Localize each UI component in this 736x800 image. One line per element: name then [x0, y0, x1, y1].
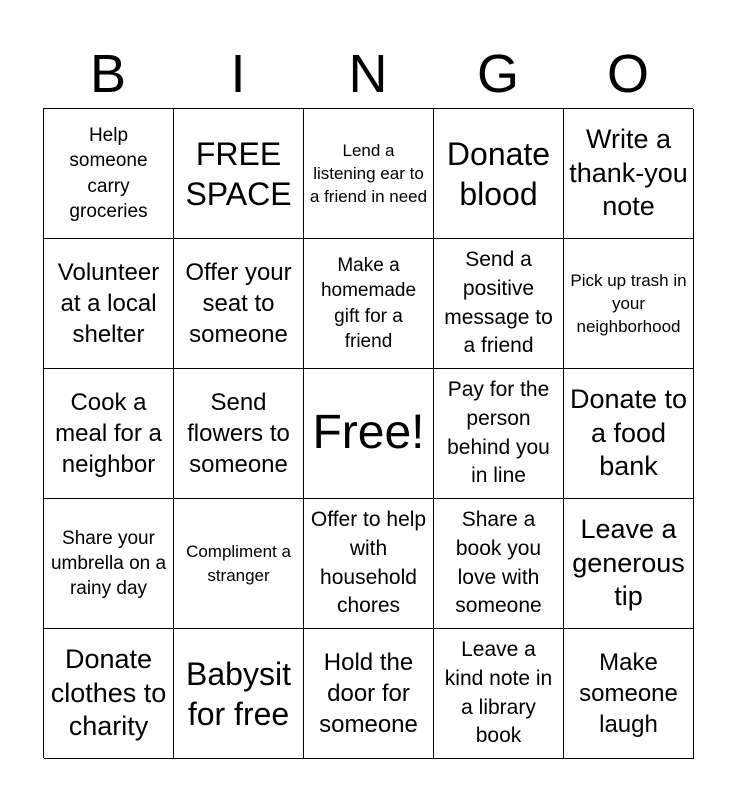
- cell-text: Leave a generous tip: [572, 513, 685, 612]
- bingo-cell[interactable]: [44, 369, 174, 499]
- bingo-cell[interactable]: [434, 239, 564, 369]
- bingo-cell[interactable]: [304, 109, 434, 239]
- bingo-cell[interactable]: [174, 499, 304, 629]
- bingo-cell[interactable]: [304, 239, 434, 369]
- cell-text: Share a book you love with someone: [455, 507, 542, 618]
- bingo-cell[interactable]: [434, 499, 564, 629]
- cell-text: Pick up trash in your neighborhood: [570, 270, 687, 337]
- header-letter-g: G: [476, 44, 519, 104]
- cell-text: Cook a meal for a neighbor: [55, 388, 162, 479]
- cell-text: Write a thank-you note: [569, 123, 688, 222]
- cell-text: Free!: [312, 406, 425, 460]
- cell-text: Donate to a food bank: [569, 383, 688, 482]
- bingo-cell[interactable]: [174, 369, 304, 499]
- header-letter-i: I: [230, 44, 246, 104]
- bingo-cell[interactable]: [44, 239, 174, 369]
- bingo-cell[interactable]: [44, 109, 174, 239]
- bingo-cell[interactable]: [434, 629, 564, 759]
- header-letter-o: O: [606, 44, 649, 104]
- cell-text: Babysit for free: [186, 655, 291, 732]
- bingo-cell[interactable]: [564, 499, 694, 629]
- cell-text: Lend a listening ear to a friend in need: [309, 140, 428, 207]
- bingo-cell[interactable]: [434, 109, 564, 239]
- header-letter-n: N: [348, 44, 388, 104]
- bingo-cell[interactable]: [564, 239, 694, 369]
- bingo-cell[interactable]: [174, 239, 304, 369]
- cell-text: Send flowers to someone: [187, 388, 290, 479]
- cell-text: Leave a kind note in a library book: [444, 637, 553, 748]
- bingo-cell[interactable]: [44, 629, 174, 759]
- cell-text: Volunteer at a local shelter: [57, 258, 160, 349]
- bingo-cell[interactable]: [174, 629, 304, 759]
- bingo-cell[interactable]: [564, 629, 694, 759]
- cell-text: Donate blood: [446, 135, 551, 212]
- cell-text: Share your umbrella on a rainy day: [50, 527, 167, 600]
- bingo-cell-free-space[interactable]: [174, 109, 304, 239]
- cell-text: Donate clothes to charity: [50, 643, 167, 742]
- cell-text: Make a homemade gift for a friend: [320, 255, 417, 352]
- header-letter-b: B: [89, 44, 127, 104]
- cell-text: Send a positive message to a friend: [444, 247, 553, 358]
- cell-text: Help someone carry groceries: [69, 125, 148, 222]
- bingo-header: [43, 40, 693, 108]
- bingo-cell[interactable]: [44, 499, 174, 629]
- bingo-cell[interactable]: [564, 109, 694, 239]
- cell-text: Offer your seat to someone: [185, 258, 292, 349]
- cell-text: Offer to help with household chores: [310, 507, 427, 618]
- cell-text: Hold the door for someone: [319, 648, 418, 739]
- bingo-cell[interactable]: [304, 629, 434, 759]
- bingo-cell[interactable]: [434, 369, 564, 499]
- bingo-cell[interactable]: [564, 369, 694, 499]
- cell-text: Pay for the person behind you in line: [447, 377, 550, 488]
- bingo-cell[interactable]: [304, 499, 434, 629]
- cell-text: Compliment a stranger: [186, 542, 291, 585]
- bingo-grid: [43, 108, 693, 758]
- cell-text: FREE SPACE: [185, 135, 292, 212]
- bingo-cell-center-free[interactable]: [304, 369, 434, 499]
- cell-text: Make someone laugh: [579, 648, 678, 739]
